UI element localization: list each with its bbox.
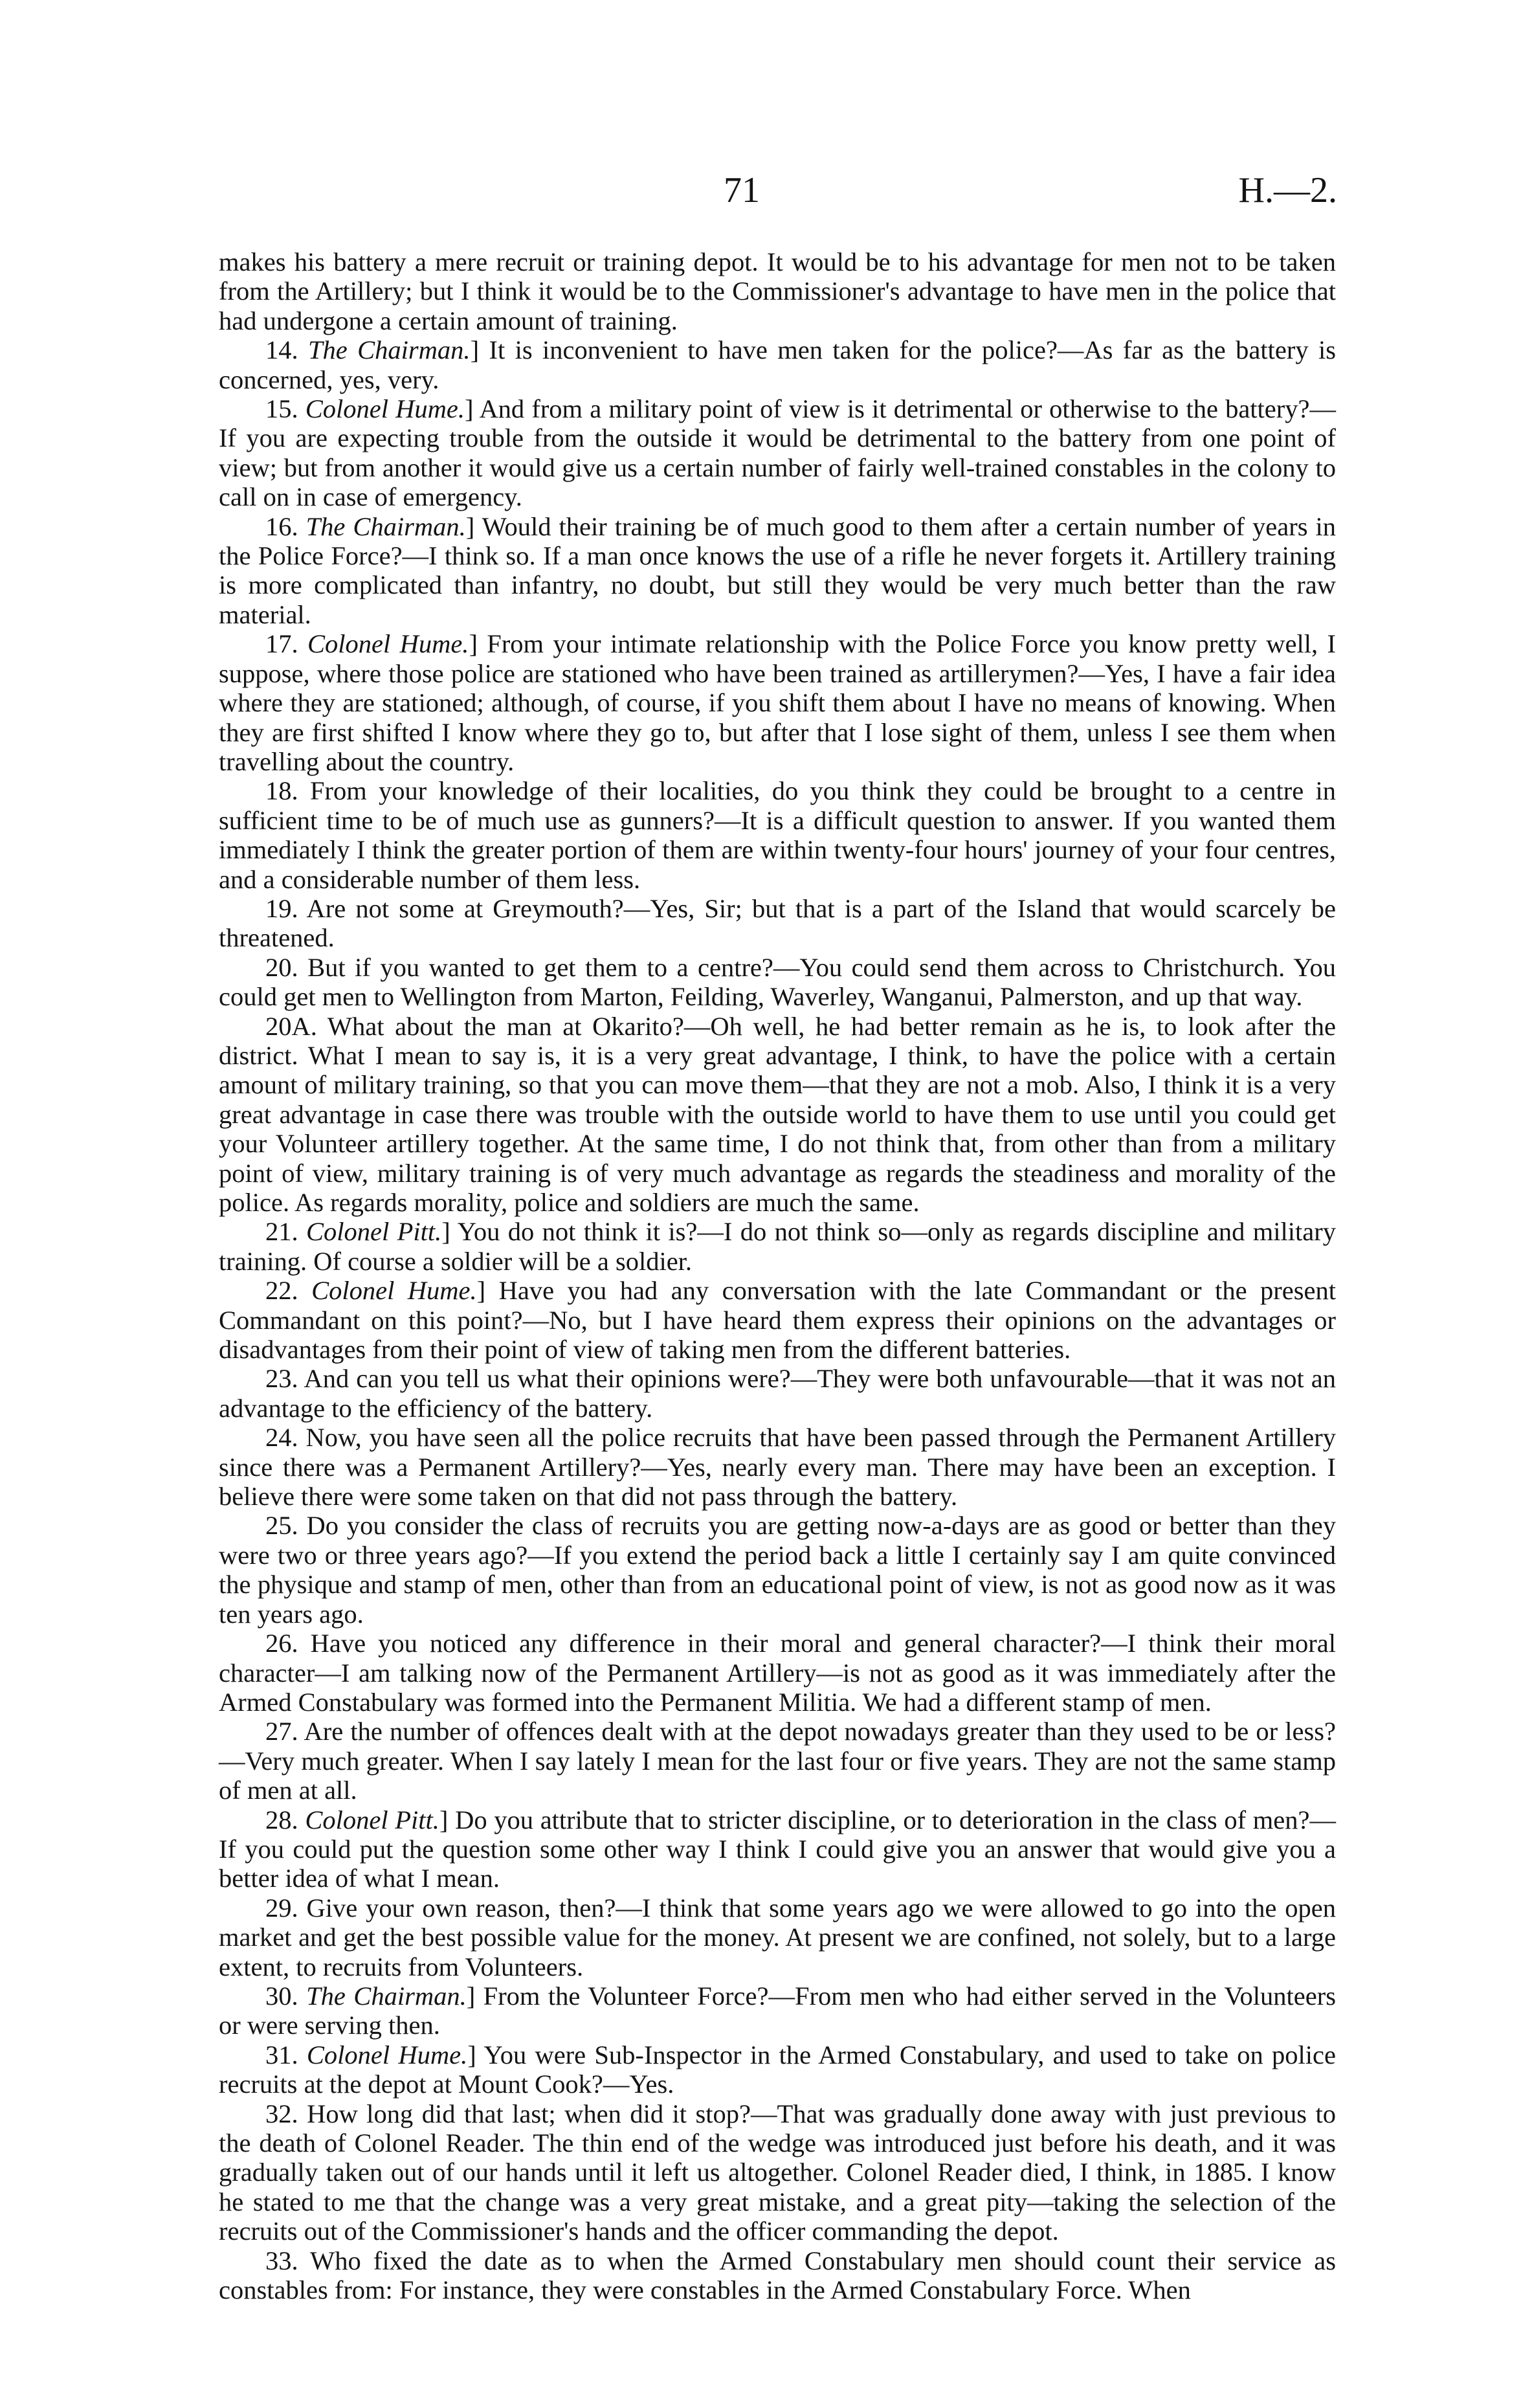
paragraph-number: 28: [265, 1805, 292, 1834]
paragraph-text: What about the man at Okarito?—Oh well, he had better remain as he is, to look after the district. What I mean to say is, it is a very great advantage, I think, to have the police with a certain amount of military training, so that you can move them—that they are not a mob. Also, I think it is a very great advantage in case there was trouble with the outside world to have them to use until you could get your Volunteer artillery together. At the same time, I do not think that, from other than from a military point of view, military training is of very much advantage as regards the steadiness and morality of the police. As regards morality, police and soldiers are much the same.: [219, 1011, 1336, 1217]
paragraph: 26. Have you noticed any difference in their moral and general character?—I think their moral character—I am talking now of the Permanent Artillery—is not as good as it was immediately after the Armed Constabulary was formed into the Permanent Militia. We had a different stamp of men.: [219, 1629, 1337, 1717]
paragraph-text: Would their training be of much good to them after a certain number of years in the Police Force?—I think so. If a man once knows the use of a rifle he never forgets it. Artillery training is more complicated than infantry, no doubt, but still they would be very much better than the raw material.: [219, 511, 1336, 629]
paragraph: 31. Colonel Hume.] You were Sub-Inspector in the Armed Constabulary, and used to take on police recruits at the depot at Mount Cook?—Yes.: [219, 2040, 1337, 2099]
paragraph-number: 19: [265, 893, 292, 923]
paragraph-number: 18: [265, 776, 292, 806]
speaker-name: Colonel Hume.: [311, 1276, 477, 1306]
paragraph: 19. Are not some at Greymouth?—Yes, Sir; but that is a part of the Island that would scarcely be threatened.: [219, 893, 1336, 953]
paragraph-text: Now, you have seen all the police recruits that have been passed through the Permanent Artillery since there was a Permanent Artillery?—Yes, nearly every man. There may have been an exception. I believe there were some taken on that did not pass through the battery.: [219, 1423, 1337, 1511]
document-reference: H.—2.: [1238, 170, 1337, 210]
paragraph-number: 22: [265, 1276, 292, 1306]
paragraph-text: From the Volunteer Force?—From men who had either served in the Volunteers or were serving then.: [219, 1981, 1336, 2040]
paragraph-number: 27: [265, 1717, 292, 1746]
paragraph-number: 29: [265, 1893, 292, 1923]
speaker-name: Colonel Hume.: [307, 629, 469, 659]
speaker-name: Colonel Pitt.: [306, 1217, 442, 1247]
paragraph-text: You do not think it is?—I do not think so—only as regards discipline and military training. Of course a soldier will be a soldier.: [219, 1217, 1337, 1276]
paragraph-number: 14: [265, 335, 292, 365]
paragraph: 24. Now, you have seen all the police recruits that have been passed through the Permanent Artillery since there was a Permanent Artillery?—Yes, nearly every man. There may have been an exception. I believe there were some taken on that did not pass through the battery.: [219, 1423, 1337, 1511]
paragraph-number: 24: [265, 1423, 292, 1453]
paragraph-text: Who fixed the date as to when the Armed Constabulary men should count their service as constables from: For instance, they were constables in the Armed Constabulary Force. When: [219, 2246, 1337, 2305]
paragraph-text: makes his battery a mere recruit or training depot. It would be to his advantage for men not to be taken from the Artillery; but I think it would be to the Commissioner's advantage to have men in the police that had undergone a certain amount of training.: [219, 247, 1336, 335]
page-header: [0, 170, 1521, 221]
paragraph-number: 16: [265, 511, 292, 541]
paragraph-text: But if you wanted to get them to a centre?—You could send them across to Christchurch. You could get men to Wellington from Marton, Feilding, Waverley, Wanganui, Palmerston, and up that way.: [219, 952, 1336, 1012]
paragraph-text: Are the number of offences dealt with at the depot nowadays greater than they used to be or less?—Very much greater. When I say lately I mean for the last four or five years. They are not the same stamp of men at all.: [219, 1717, 1336, 1805]
paragraph: 18. From your knowledge of their localities, do you think they could be brought to a centre in sufficient time to be of much use as gunners?—It is a difficult question to answer. If you wanted them immediately I think the greater portion of them are within twenty-four hours' journey of your four centres, and a considerable number of them less.: [219, 776, 1337, 894]
paragraph-number: 33: [265, 2246, 292, 2275]
body-text: [219, 247, 1336, 2304]
paragraph-number: 17: [265, 629, 292, 659]
paragraph: 21. Colonel Pitt.] You do not think it is?—I do not think so—only as regards discipline and military training. Of course a soldier will be a soldier.: [219, 1217, 1337, 1276]
paragraph-number: 20A: [265, 1011, 311, 1041]
paragraph: 20. But if you wanted to get them to a centre?—You could send them across to Christchurch. You could get men to Wellington from Marton, Feilding, Waverley, Wanganui, Palmerston, and up that way.: [219, 952, 1336, 1012]
speaker-name: The Chairman.: [308, 335, 471, 365]
paragraph-number: 20: [265, 952, 292, 982]
paragraph: 25. Do you consider the class of recruits you are getting now-a-days are as good or better than they were two or three years ago?—If you extend the period back a little I certainly say I am quite convinced the physique and stamp of men, other than from an educational point of view, is not as good now as it was ten years ago.: [219, 1511, 1337, 1629]
paragraph-number: 23: [265, 1364, 292, 1394]
paragraph-text: Do you consider the class of recruits you are getting now-a-days are as good or better than they were two or three years ago?—If you extend the period back a little I certainly say I am quite convinced the physique and stamp of men, other than from an educational point of view, is not as good now as it was ten years ago.: [219, 1511, 1337, 1629]
paragraph-number: 15: [265, 394, 292, 424]
paragraph-text: Have you noticed any difference in their moral and general character?—I think their moral character—I am talking now of the Permanent Artillery—is not as good as it was immediately after the Armed Constabulary was formed into the Permanent Militia. We had a different stamp of men.: [219, 1629, 1337, 1717]
paragraph-text: It is inconvenient to have men taken for the police?—As far as the battery is concerned, yes, very.: [219, 335, 1336, 394]
paragraph-number: 32: [265, 2099, 292, 2128]
paragraph: 15. Colonel Hume.] And from a military point of view is it detrimental or otherwise to the battery?—If you are expecting trouble from the outside it would be detrimental to the battery from one point of view; but from another it would give us a certain number of fairly well-trained constables in the colony to call on in case of emergency.: [219, 394, 1336, 512]
speaker-name: The Chairman.: [305, 511, 466, 541]
paragraph: [219, 247, 1336, 335]
paragraph: 17. Colonel Hume.] From your intimate relationship with the Police Force you know pretty well, I suppose, where those police are stationed who have been trained as artillerymen?—Yes, I have a fair idea where they are stationed; although, of course, if you shift them about I have no means of knowing. When they are first shifted I know where they go to, but after that I lose sight of them, unless I see them when travelling about the country.: [219, 629, 1336, 776]
paragraph-number: 30: [265, 1981, 292, 2011]
paragraph-text: How long did that last; when did it stop?—That was gradually done away with just previous to the death of Colonel Reader. The thin end of the wedge was introduced just before his death, and it was gradually taken out of our hands until it left us altogether. Colonel Reader died, I think, in 1885. I know he stated to me that the change was a very great mistake, and a great pity—taking the selection of the recruits out of the Commissioner's hands and the officer commanding the depot.: [219, 2099, 1336, 2246]
paragraph: 23. And can you tell us what their opinions were?—They were both unfavourable—that it was not an advantage to the efficiency of the battery.: [219, 1364, 1337, 1423]
paragraph: 30. The Chairman.] From the Volunteer Force?—From men who had either served in the Volunteers or were serving then.: [219, 1981, 1336, 2040]
paragraph-text: Are not some at Greymouth?—Yes, Sir; but that is a part of the Island that would scarcely be threatened.: [219, 893, 1336, 953]
paragraph-number: 31: [265, 2040, 292, 2069]
paragraph: 32. How long did that last; when did it stop?—That was gradually done away with just previous to the death of Colonel Reader. The thin end of the wedge was introduced just before his death, and it was gradually taken out of our hands until it left us altogether. Colonel Reader died, I think, in 1885. I know he stated to me that the change was a very great mistake, and a great pity—taking the selection of the recruits out of the Commissioner's hands and the officer commanding the depot.: [219, 2099, 1336, 2246]
paragraph: 28. Colonel Pitt.] Do you attribute that to stricter discipline, or to deterioration in the class of men?—If you could put the question some other way I think I could give you an answer that would give you a better idea of what I mean.: [219, 1805, 1337, 1893]
speaker-name: Colonel Pitt.: [305, 1805, 439, 1834]
paragraph: 14. The Chairman.] It is inconvenient to have men taken for the police?—As far as the battery is concerned, yes, very.: [219, 335, 1336, 394]
paragraph-text: And can you tell us what their opinions were?—They were both unfavourable—that it was not an advantage to the efficiency of the battery.: [219, 1364, 1337, 1423]
paragraph-text: From your intimate relationship with the Police Force you know pretty well, I suppose, where those police are stationed who have been trained as artillerymen?—Yes, I have a fair idea where they are stationed; although, of course, if you shift them about I have no means of knowing. When they are first shifted I know where they go to, but after that I lose sight of them, unless I see them when travelling about the country.: [219, 629, 1336, 776]
paragraph-text: Give your own reason, then?—I think that some years ago we were allowed to go into the open market and get the best possible value for the money. At present we are confined, not solely, but to a large extent, to recruits from Volunteers.: [219, 1893, 1337, 1981]
paragraph: 20A. What about the man at Okarito?—Oh well, he had better remain as he is, to look after the district. What I mean to say is, it is a very great advantage, I think, to have the police with a certain amount of military training, so that you can move them—that they are not a mob. Also, I think it is a very great advantage in case there was trouble with the outside world to have them to use until you could get your Volunteer artillery together. At the same time, I do not think that, from other than from a military point of view, military training is of very much advantage as regards the steadiness and morality of the police. As regards morality, police and soldiers are much the same.: [219, 1011, 1336, 1217]
paragraph: 16. The Chairman.] Would their training be of much good to them after a certain number of years in the Police Force?—I think so. If a man once knows the use of a rifle he never forgets it. Artillery training is more complicated than infantry, no doubt, but still they would be very much better than the raw material.: [219, 511, 1336, 629]
paragraph-text: Do you attribute that to stricter discipline, or to deterioration in the class of men?—If you could put the question some other way I think I could give you an answer that would give you a better idea of what I mean.: [219, 1805, 1337, 1893]
paragraph: 22. Colonel Hume.] Have you had any conversation with the late Commandant or the present Commandant on this point?—No, but I have heard them express their opinions on the advantages or disadvantages from their point of view of taking men from the different batteries.: [219, 1276, 1337, 1365]
speaker-name: The Chairman.: [306, 1981, 467, 2011]
paragraph: 29. Give your own reason, then?—I think that some years ago we were allowed to go into the open market and get the best possible value for the money. At present we are confined, not solely, but to a large extent, to recruits from Volunteers.: [219, 1893, 1337, 1981]
paragraph-text: You were Sub-Inspector in the Armed Constabulary, and used to take on police recruits at the depot at Mount Cook?—Yes.: [219, 2040, 1337, 2099]
paragraph-number: 26: [265, 1629, 292, 1658]
speaker-name: Colonel Hume.: [306, 2040, 468, 2069]
paragraph-text: And from a military point of view is it detrimental or otherwise to the battery?—If you are expecting trouble from the outside it would be detrimental to the battery from one point of view; but from another it would give us a certain number of fairly well-trained constables in the colony to call on in case of emergency.: [219, 394, 1336, 512]
paragraph: 27. Are the number of offences dealt with at the depot nowadays greater than they used to be or less?—Very much greater. When I say lately I mean for the last four or five years. They are not the same stamp of men at all.: [219, 1717, 1336, 1805]
paragraph-number: 21: [265, 1217, 292, 1247]
speaker-name: Colonel Hume.: [305, 394, 465, 424]
page-number: 71: [724, 170, 760, 210]
paragraph-number: 25: [265, 1511, 292, 1541]
paragraph: 33. Who fixed the date as to when the Armed Constabulary men should count their service as constables from: For instance, they were constables in the Armed Constabulary Force. When: [219, 2246, 1337, 2305]
paragraph-text: Have you had any conversation with the late Commandant or the present Commandant on this point?—No, but I have heard them express their opinions on the advantages or disadvantages from their point of view of taking men from the different batteries.: [219, 1276, 1337, 1365]
paragraph-text: From your knowledge of their localities, do you think they could be brought to a centre in sufficient time to be of much use as gunners?—It is a difficult question to answer. If you wanted them immediately I think the greater portion of them are within twenty-four hours' journey of your four centres, and a considerable number of them less.: [219, 776, 1337, 894]
